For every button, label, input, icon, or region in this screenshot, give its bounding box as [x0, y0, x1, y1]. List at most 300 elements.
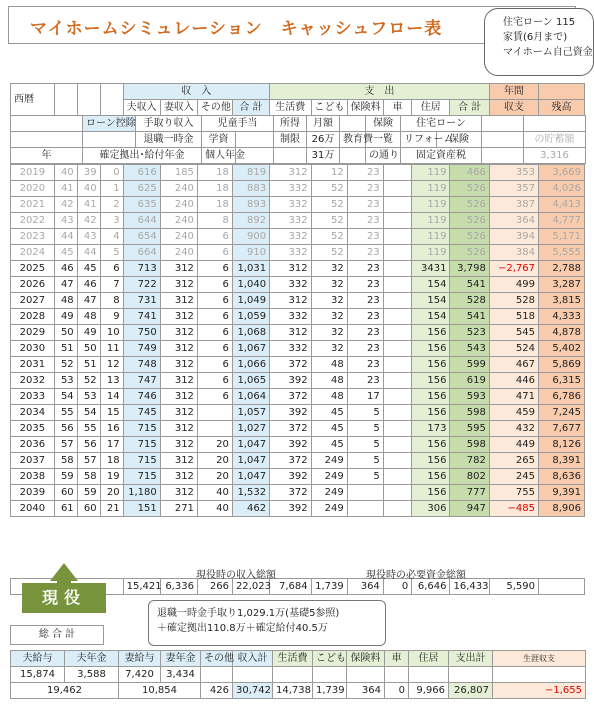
- cell-income-husband: 747: [123, 373, 160, 389]
- note-net-income: 手取り収入: [136, 116, 202, 132]
- cell-age-husband: 41: [54, 181, 77, 197]
- cell-exp-children: 52: [311, 229, 347, 245]
- cashflow-table: [10, 83, 585, 116]
- cell-exp-insurance: 5: [347, 469, 383, 485]
- cell-income-wife: 240: [160, 229, 197, 245]
- housing-callout: [484, 8, 594, 76]
- cell-exp-housing: 119: [412, 165, 450, 181]
- cell-year: 2019: [11, 165, 55, 181]
- cell-balance: 357: [489, 181, 538, 197]
- cell-income-husband: 715: [123, 421, 160, 437]
- total-balance: 5,590: [489, 579, 538, 595]
- summary-h-other: その他: [201, 651, 233, 667]
- cell-exp-insurance: 5: [347, 453, 383, 469]
- cell-year: 2030: [11, 341, 55, 357]
- cell-income-other: 6: [197, 261, 232, 277]
- note-31man: 31万: [307, 148, 340, 164]
- cell-age-wife: 48: [77, 309, 100, 325]
- summary-h-insurance: 保険料: [347, 651, 385, 667]
- cell-income-husband: 741: [123, 309, 160, 325]
- cell-income-total: 1,031: [232, 261, 269, 277]
- cell-year: 2038: [11, 469, 55, 485]
- cell-exp-housing: 156: [412, 469, 450, 485]
- cell-exp-living: 372: [270, 453, 312, 469]
- cell-age-husband: 52: [54, 357, 77, 373]
- cell-exp-living: 332: [270, 213, 312, 229]
- cell-year: 2032: [11, 373, 55, 389]
- cell-year: 2023: [11, 229, 55, 245]
- header-seireki: 西暦: [11, 84, 55, 116]
- cell-exp-children: 52: [311, 213, 347, 229]
- cell-exp-living: 332: [270, 341, 312, 357]
- summary-h-living: 生活費: [273, 651, 313, 667]
- cell-years-elapsed: 21: [100, 501, 123, 517]
- cell-exp-housing: 3431: [412, 261, 450, 277]
- cell-income-wife: 312: [160, 389, 197, 405]
- cell-income-wife: 312: [160, 341, 197, 357]
- note-housing-loan: 住宅ローン: [401, 116, 482, 132]
- cell-years-elapsed: 1: [100, 181, 123, 197]
- cell-exp-car: [383, 309, 411, 325]
- retirement-callout-line-1: 退職一時金手取り1,029.1万(基礎5参照): [157, 608, 340, 619]
- cell-exp-children: 52: [311, 197, 347, 213]
- cell-income-total: 1,066: [232, 357, 269, 373]
- cell-exp-housing: 119: [412, 245, 450, 261]
- cell-year: 2020: [11, 181, 55, 197]
- cell-exp-children: 249: [311, 453, 347, 469]
- header-annual: 年間: [489, 84, 538, 100]
- cell-exp-total: 526: [450, 197, 489, 213]
- header-exp-children: こども: [311, 100, 347, 116]
- cell-income-other: 18: [197, 197, 232, 213]
- cell-exp-car: [383, 229, 411, 245]
- cell-age-wife: 60: [77, 501, 100, 517]
- cell-age-husband: 43: [54, 213, 77, 229]
- cell-age-wife: 59: [77, 485, 100, 501]
- header-income: 収 入: [123, 84, 269, 100]
- cell-years-elapsed: 3: [100, 213, 123, 229]
- cell-income-total: 1,059: [232, 309, 269, 325]
- cell-income-total: 900: [232, 229, 269, 245]
- cell-age-wife: 44: [77, 245, 100, 261]
- cell-age-wife: 40: [77, 181, 100, 197]
- cell-years-elapsed: 12: [100, 357, 123, 373]
- cell-years-elapsed: 0: [100, 165, 123, 181]
- cell-exp-children: 249: [311, 485, 347, 501]
- summary-h-expense-total: 支出計: [449, 651, 493, 667]
- summary-h-lifetime-balance: 生涯収支: [493, 651, 586, 667]
- cell-balance: 545: [489, 325, 538, 341]
- note-26man: 26万: [307, 132, 340, 148]
- cell-income-other: 18: [197, 165, 232, 181]
- note-list: 一覧: [366, 132, 401, 148]
- cell-exp-car: [383, 421, 411, 437]
- cell-age-wife: 57: [77, 453, 100, 469]
- cell-age-husband: 48: [54, 293, 77, 309]
- cell-exp-children: 12: [311, 165, 347, 181]
- table-row: [11, 325, 585, 341]
- cell-exp-insurance: 23: [347, 197, 383, 213]
- cell-balance: 245: [489, 469, 538, 485]
- cell-age-husband: 60: [54, 485, 77, 501]
- cell-income-other: 6: [197, 245, 232, 261]
- summary-husband-pension: 3,588: [65, 667, 119, 683]
- cell-income-other: [197, 421, 232, 437]
- cell-exp-living: 332: [270, 181, 312, 197]
- cell-income-husband: 625: [123, 181, 160, 197]
- cell-exp-living: 312: [270, 165, 312, 181]
- cell-income-husband: 731: [123, 293, 160, 309]
- cell-income-husband: 654: [123, 229, 160, 245]
- cell-exp-car: [383, 325, 411, 341]
- cell-years-elapsed: 20: [100, 485, 123, 501]
- cell-exp-car: [383, 277, 411, 293]
- cell-balance: 265: [489, 453, 538, 469]
- cell-income-other: 20: [197, 437, 232, 453]
- cell-income-wife: 312: [160, 261, 197, 277]
- cell-income-total: 1,532: [232, 485, 269, 501]
- cell-exp-insurance: 23: [347, 341, 383, 357]
- header-exp-insurance: 保険料: [347, 100, 383, 116]
- cell-residual: 4,413: [539, 197, 585, 213]
- summary-h-wife-salary: 妻給与: [119, 651, 161, 667]
- cell-exp-children: 32: [311, 293, 347, 309]
- cell-income-husband: 715: [123, 437, 160, 453]
- cell-balance: 528: [489, 293, 538, 309]
- summary-h-income-total: 収入計: [233, 651, 273, 667]
- cell-exp-insurance: 5: [347, 437, 383, 453]
- total-exp-insurance: 364: [347, 579, 383, 595]
- cell-balance: 394: [489, 229, 538, 245]
- header-exp-living: 生活費: [270, 100, 312, 116]
- cell-income-wife: 312: [160, 277, 197, 293]
- cell-residual: 8,906: [539, 501, 585, 517]
- cell-exp-living: 332: [270, 245, 312, 261]
- cell-year: 2025: [11, 261, 55, 277]
- cell-income-wife: 312: [160, 373, 197, 389]
- cell-income-total: 1,049: [232, 293, 269, 309]
- retirement-callout: [148, 600, 386, 646]
- cell-exp-housing: 154: [412, 309, 450, 325]
- cell-income-other: 20: [197, 469, 232, 485]
- cell-exp-housing: 119: [412, 197, 450, 213]
- cell-exp-living: 372: [270, 357, 312, 373]
- cell-exp-total: 593: [450, 389, 489, 405]
- cell-years-elapsed: 13: [100, 373, 123, 389]
- cell-income-husband: 750: [123, 325, 160, 341]
- cell-balance: 518: [489, 309, 538, 325]
- cell-year: 2022: [11, 213, 55, 229]
- header-expense: 支 出: [270, 84, 490, 100]
- cell-exp-insurance: 23: [347, 245, 383, 261]
- cell-balance: 459: [489, 405, 538, 421]
- summary-h-car: 車: [385, 651, 409, 667]
- cell-exp-car: [383, 293, 411, 309]
- summary-lifetime-balance: −1,655: [493, 683, 586, 699]
- header-income-wife: 妻収入: [160, 100, 197, 116]
- cell-residual: 3,815: [539, 293, 585, 309]
- cell-exp-living: 392: [270, 469, 312, 485]
- genyaku-badge: 現役: [22, 583, 106, 613]
- cell-age-wife: 41: [77, 197, 100, 213]
- label-expense-total: 現役時の必要資金総額: [366, 570, 466, 581]
- cell-residual: 6,786: [539, 389, 585, 405]
- housing-callout-line-2: 家賃(6月まで): [503, 32, 568, 43]
- note-gakushi: 学資: [202, 132, 236, 148]
- cell-exp-total: 947: [450, 501, 489, 517]
- cell-income-other: 6: [197, 293, 232, 309]
- cell-residual: 5,555: [539, 245, 585, 261]
- cell-years-elapsed: 4: [100, 229, 123, 245]
- cell-age-wife: 55: [77, 421, 100, 437]
- year-label: 年: [11, 148, 83, 164]
- summary-wife-pension: 3,434: [161, 667, 201, 683]
- cell-exp-living: 392: [270, 405, 312, 421]
- cell-age-wife: 58: [77, 469, 100, 485]
- cell-age-wife: 50: [77, 341, 100, 357]
- table-row: [11, 453, 585, 469]
- cell-income-husband: 746: [123, 389, 160, 405]
- cell-age-husband: 57: [54, 437, 77, 453]
- cell-year: 2037: [11, 453, 55, 469]
- cell-exp-housing: 119: [412, 213, 450, 229]
- note-dc-db: 確定拠出･給付年金: [83, 148, 202, 164]
- housing-callout-line-1: 住宅ローン 115: [503, 17, 576, 28]
- cell-year: 2036: [11, 437, 55, 453]
- cell-age-husband: 56: [54, 421, 77, 437]
- cell-balance: 755: [489, 485, 538, 501]
- cell-exp-housing: 156: [412, 485, 450, 501]
- cell-exp-total: 777: [450, 485, 489, 501]
- cell-age-wife: 54: [77, 405, 100, 421]
- label-income-total: 現役時の収入総額: [196, 570, 276, 581]
- cell-exp-housing: 119: [412, 181, 450, 197]
- cell-age-wife: 43: [77, 229, 100, 245]
- cell-exp-total: 595: [450, 421, 489, 437]
- cell-years-elapsed: 15: [100, 405, 123, 421]
- cell-exp-insurance: 23: [347, 325, 383, 341]
- cell-residual: 5,869: [539, 357, 585, 373]
- cell-age-husband: 40: [54, 165, 77, 181]
- table-row: [11, 261, 585, 277]
- cell-residual: 4,777: [539, 213, 585, 229]
- cell-income-wife: 312: [160, 325, 197, 341]
- cell-exp-total: 782: [450, 453, 489, 469]
- cell-balance: 432: [489, 421, 538, 437]
- cell-exp-car: [383, 469, 411, 485]
- cell-exp-car: [383, 405, 411, 421]
- cell-income-husband: 745: [123, 405, 160, 421]
- cell-exp-living: 372: [270, 389, 312, 405]
- cell-residual: 9,391: [539, 485, 585, 501]
- cell-income-husband: 722: [123, 277, 160, 293]
- cell-income-husband: 749: [123, 341, 160, 357]
- cell-exp-housing: 173: [412, 421, 450, 437]
- cell-exp-insurance: 23: [347, 309, 383, 325]
- cell-income-other: 8: [197, 213, 232, 229]
- cell-exp-total: 3,798: [450, 261, 489, 277]
- summary-expense-total: 26,807: [449, 683, 493, 699]
- cell-income-wife: 312: [160, 469, 197, 485]
- cell-income-wife: 312: [160, 437, 197, 453]
- cell-exp-housing: 156: [412, 389, 450, 405]
- cell-exp-insurance: 23: [347, 229, 383, 245]
- cell-exp-children: 32: [311, 261, 347, 277]
- table-row: [11, 421, 585, 437]
- summary-housing: 9,966: [409, 683, 449, 699]
- cell-exp-car: [383, 453, 411, 469]
- cell-age-husband: 50: [54, 325, 77, 341]
- cell-age-husband: 61: [54, 501, 77, 517]
- note-monthly: 月額: [307, 116, 340, 132]
- summary-h-husband-pension: 夫年金: [65, 651, 119, 667]
- cell-income-other: 6: [197, 229, 232, 245]
- cell-income-wife: 312: [160, 453, 197, 469]
- note-education: 教育費: [340, 132, 366, 148]
- cell-income-other: 18: [197, 181, 232, 197]
- cell-age-husband: 51: [54, 341, 77, 357]
- cell-income-other: 6: [197, 277, 232, 293]
- note-limit: 制限: [274, 132, 307, 148]
- total-exp-living: 7,684: [270, 579, 312, 595]
- total-inc-wife: 6,336: [160, 579, 197, 595]
- cell-residual: 8,391: [539, 453, 585, 469]
- cell-years-elapsed: 17: [100, 437, 123, 453]
- table-row: [11, 373, 585, 389]
- summary-income-total: 30,742: [233, 683, 273, 699]
- cell-income-total: 1,057: [232, 405, 269, 421]
- cell-exp-car: [383, 357, 411, 373]
- cell-years-elapsed: 14: [100, 389, 123, 405]
- cell-years-elapsed: 11: [100, 341, 123, 357]
- cell-exp-car: [383, 181, 411, 197]
- cell-exp-children: 45: [311, 405, 347, 421]
- cell-income-wife: 312: [160, 405, 197, 421]
- cell-exp-children: 32: [311, 309, 347, 325]
- cell-income-wife: 312: [160, 309, 197, 325]
- cell-income-wife: 312: [160, 485, 197, 501]
- cell-balance: 471: [489, 389, 538, 405]
- cell-balance: 499: [489, 277, 538, 293]
- table-row: [11, 341, 585, 357]
- cell-exp-housing: 156: [412, 405, 450, 421]
- header-balance: 収支: [489, 100, 538, 116]
- cell-residual: 2,788: [539, 261, 585, 277]
- cell-income-wife: 240: [160, 245, 197, 261]
- cell-exp-total: 526: [450, 245, 489, 261]
- table-row: [11, 485, 585, 501]
- cell-exp-insurance: 23: [347, 213, 383, 229]
- summary-h-wife-pension: 妻年金: [161, 651, 201, 667]
- table-row: [11, 165, 585, 181]
- cell-age-husband: 53: [54, 373, 77, 389]
- cell-exp-housing: 154: [412, 277, 450, 293]
- cell-age-wife: 53: [77, 389, 100, 405]
- cell-income-total: 892: [232, 213, 269, 229]
- header-residual: 残高: [538, 100, 584, 116]
- cell-income-husband: 664: [123, 245, 160, 261]
- cell-income-husband: 151: [123, 501, 160, 517]
- cell-income-other: 6: [197, 325, 232, 341]
- cell-income-total: 1,065: [232, 373, 269, 389]
- cell-exp-living: 332: [270, 277, 312, 293]
- cell-exp-insurance: 5: [347, 405, 383, 421]
- cell-exp-insurance: 23: [347, 181, 383, 197]
- cell-income-husband: 644: [123, 213, 160, 229]
- table-row: [11, 501, 585, 517]
- cell-years-elapsed: 18: [100, 453, 123, 469]
- cell-years-elapsed: 9: [100, 309, 123, 325]
- table-row: [11, 197, 585, 213]
- cell-income-wife: 312: [160, 293, 197, 309]
- cell-income-wife: 185: [160, 165, 197, 181]
- summary-h-husband-salary: 夫給与: [11, 651, 65, 667]
- cell-year: 2035: [11, 421, 55, 437]
- cell-exp-children: 52: [311, 181, 347, 197]
- cell-exp-living: 372: [270, 421, 312, 437]
- cell-income-wife: 240: [160, 197, 197, 213]
- cell-exp-total: 599: [450, 357, 489, 373]
- cell-exp-insurance: [347, 485, 383, 501]
- table-row: [11, 213, 585, 229]
- cell-exp-car: [383, 165, 411, 181]
- cell-income-other: 40: [197, 485, 232, 501]
- cell-income-total: 883: [232, 181, 269, 197]
- cell-exp-housing: 156: [412, 373, 450, 389]
- cell-income-husband: 713: [123, 261, 160, 277]
- cell-age-wife: 39: [77, 165, 100, 181]
- cell-income-husband: 748: [123, 357, 160, 373]
- cell-exp-insurance: 17: [347, 389, 383, 405]
- cell-exp-living: 332: [270, 197, 312, 213]
- cell-income-husband: 616: [123, 165, 160, 181]
- cell-exp-children: 249: [311, 501, 347, 517]
- notes-table: [10, 115, 586, 164]
- cell-year: 2026: [11, 277, 55, 293]
- note-insurance: 保険: [366, 116, 401, 132]
- cell-age-wife: 46: [77, 277, 100, 293]
- cell-exp-total: 541: [450, 277, 489, 293]
- cell-year: 2029: [11, 325, 55, 341]
- housing-callout-line-3: マイホーム自己資金: [503, 47, 593, 58]
- cell-exp-housing: 306: [412, 501, 450, 517]
- cell-income-other: 6: [197, 373, 232, 389]
- summary-h-children: こども: [313, 651, 347, 667]
- total-inc-other: 266: [197, 579, 232, 595]
- table-row: [11, 245, 585, 261]
- header-exp-total: 合 計: [450, 100, 489, 116]
- cell-income-total: 1,047: [232, 469, 269, 485]
- cell-balance: −2,767: [489, 261, 538, 277]
- cell-exp-car: [383, 501, 411, 517]
- table-row: [11, 181, 585, 197]
- table-row: [11, 437, 585, 453]
- cell-exp-car: [383, 245, 411, 261]
- cell-income-total: 1,047: [232, 453, 269, 469]
- cell-income-total: 1,040: [232, 277, 269, 293]
- cell-exp-living: 312: [270, 325, 312, 341]
- cell-income-husband: 635: [123, 197, 160, 213]
- cell-exp-total: 598: [450, 437, 489, 453]
- cell-exp-children: 32: [311, 341, 347, 357]
- cell-age-husband: 42: [54, 197, 77, 213]
- header-exp-car: 車: [383, 100, 411, 116]
- cell-exp-total: 598: [450, 405, 489, 421]
- cell-exp-housing: 156: [412, 325, 450, 341]
- cell-residual: 3,287: [539, 277, 585, 293]
- cell-age-wife: 49: [77, 325, 100, 341]
- cell-exp-housing: 156: [412, 341, 450, 357]
